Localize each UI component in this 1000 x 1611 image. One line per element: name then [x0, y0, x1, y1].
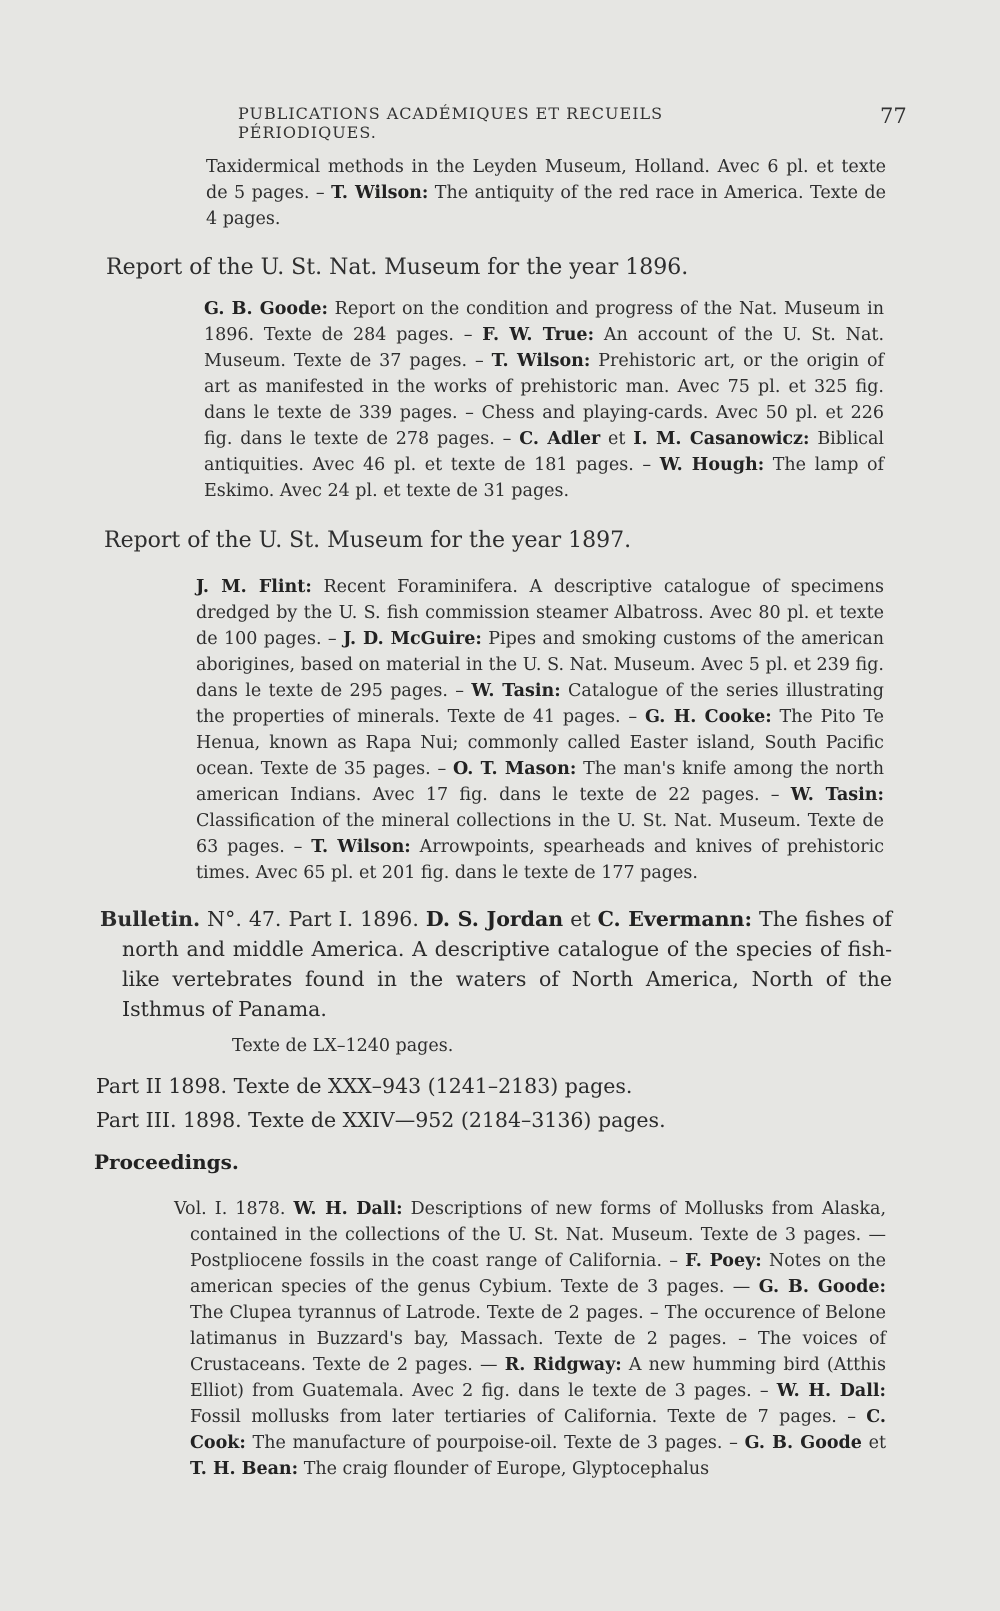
text: Pipes and smoking customs of the american aborigines, based on material in the U. S. Nat. Museum. Avec 5 pl. et 239 fig. dans le texte de 295 pages. – — [196, 629, 884, 701]
author: W. H. Dall: — [776, 1381, 887, 1401]
author: J. D. McGuire: — [343, 629, 482, 649]
text: The man's knife among the north american Indians. Avec 17 fig. dans le texte de 22 pages. – — [196, 759, 884, 805]
text: The antiquity of the red race in America. Texte de 4 pages. — [206, 183, 886, 229]
author: D. S. Jordan — [425, 907, 564, 931]
text: A new humming bird (Atthis Elliot) from Guatemala. Avec 2 fig. dans le texte de 3 pages. – — [190, 1355, 886, 1401]
text: Descriptions of new forms of Mollusks from Alaska, contained in the collections of the U. St. Nat. Museum. Texte de 3 pages. — Postpliocene fossils in the coast range of California. – — [190, 1199, 887, 1271]
proceedings-heading: Proceedings. — [94, 1150, 239, 1174]
text: The Pito Te Henua, known as Rapa Nui; commonly called Easter island, South Pacific ocean. Texte de 35 pages. – — [196, 707, 885, 779]
bulletin-part2: Part II 1898. Texte de XXX–943 (1241–2183) pages. — [96, 1074, 633, 1098]
author: F. Poey: — [685, 1251, 762, 1271]
author: W. Tasin: — [790, 785, 884, 805]
text: Arrowpoints, spearheads and knives of prehistoric times. Avec 65 pl. et 201 fig. dans le texte de 177 pages. — [196, 837, 885, 883]
text: Prehistoric art, or the origin of art as manifested in the works of prehistoric man. Avec 75 pl. et 325 fig. dans le texte de 339 pages. – Chess and playing-cards. Avec 50 pl. et 226 fig. dans le texte de 278 pages. – — [204, 351, 885, 449]
text: The manufacture of pourpoise-oil. Texte de 3 pages. – — [245, 1433, 745, 1453]
bulletin-label: Bulletin. — [100, 907, 201, 931]
bulletin-paragraph — [100, 904, 892, 1024]
author: G. H. Cooke: — [644, 707, 772, 727]
report-1897-paragraph — [196, 574, 884, 886]
author: W. Hough: — [659, 455, 765, 475]
author: J. M. Flint: — [196, 577, 312, 597]
report-1896-heading: Report of the U. St. Nat. Museum for the year 1896. — [106, 255, 689, 280]
text: The lamp of Eskimo. Avec 24 pl. et texte de 31 pages. — [204, 455, 884, 501]
text: Report on the condition and progress of the Nat. Museum in 1896. Texte de 284 pages. – — [204, 299, 884, 345]
author: I. M. Casanowicz: — [633, 429, 810, 449]
author: T. H. Bean: — [190, 1459, 299, 1479]
report-1896-paragraph — [204, 296, 884, 504]
text: Classification of the mineral collections in the U. St. Nat. Museum. Texte de 63 pages. – — [196, 811, 884, 857]
author: F. W. True: — [482, 325, 595, 345]
author: C. Cook: — [190, 1407, 886, 1453]
text: Vol. I. 1878. — [174, 1199, 294, 1219]
author: W. H. Dall: — [293, 1199, 403, 1219]
text: et — [563, 907, 598, 931]
author: R. Ridgway: — [504, 1355, 622, 1375]
author: G. B. Goode — [744, 1433, 862, 1453]
author: W. Tasin: — [471, 681, 561, 701]
text: N°. 47. Part I. 1896. — [200, 907, 426, 931]
bulletin-entry — [100, 904, 892, 1024]
author: O. T. Mason: — [453, 759, 577, 779]
text: An account of the U. St. Nat. Museum. Texte de 37 pages. – — [204, 325, 885, 371]
text: Notes on the american species of the genus Cybium. Texte de 3 pages. — — [190, 1251, 886, 1297]
author: T. Wilson: — [331, 183, 429, 203]
text: Catalogue of the series illustrating the properties of minerals. Texte de 41 pages. – — [196, 681, 884, 727]
text: Biblical antiquities. Avec 46 pl. et texte de 181 pages. – — [204, 429, 884, 475]
author: C. Evermann: — [597, 907, 753, 931]
text: Taxidermical methods in the Leyden Museum, Holland. Avec 6 pl. et texte de 5 pages. – — [206, 157, 886, 203]
text: The craig flounder of Europe, Glyptocephalus — [298, 1459, 710, 1479]
page-number: 77 — [880, 104, 907, 128]
text: et — [600, 429, 634, 449]
bulletin-part1-pages: Texte de LX–1240 pages. — [232, 1036, 454, 1056]
text: Recent Foraminifera. A descriptive catalogue of specimens dredged by the U. S. fish commission steamer Albatross. Avec 80 pl. et texte de 100 pages. – — [196, 577, 884, 649]
author: T. Wilson: — [311, 837, 411, 857]
text: The fishes of north and middle America. A descriptive catalogue of the species of fish-like vertebrates found in the waters of North America, North of the Isthmus of Panama. — [122, 907, 893, 1021]
running-head: PUBLICATIONS ACADÉMIQUES ET RECUEILS PÉRIODIQUES. — [238, 104, 664, 142]
intro-paragraph — [206, 154, 886, 232]
bulletin-part3: Part III. 1898. Texte de XXIV—952 (2184–3136) pages. — [96, 1108, 666, 1132]
author: G. B. Goode: — [758, 1277, 886, 1297]
report-1897-heading: Report of the U. St. Museum for the year 1897. — [104, 528, 632, 553]
proceedings-paragraph — [174, 1196, 887, 1482]
author: C. Adler — [519, 429, 601, 449]
author: G. B. Goode: — [204, 299, 328, 319]
text: Fossil mollusks from later tertiaries of California. Texte de 7 pages. – — [190, 1407, 867, 1427]
author: T. Wilson: — [491, 351, 591, 371]
text: The Clupea tyrannus of Latrode. Texte de 2 pages. – The occurence of Belone latimanus in Buzzard's bay, Massach. Texte de 2 pages. – The voices of Crustaceans. Texte de 2 pages. — — [190, 1303, 886, 1375]
text: et — [861, 1433, 886, 1453]
